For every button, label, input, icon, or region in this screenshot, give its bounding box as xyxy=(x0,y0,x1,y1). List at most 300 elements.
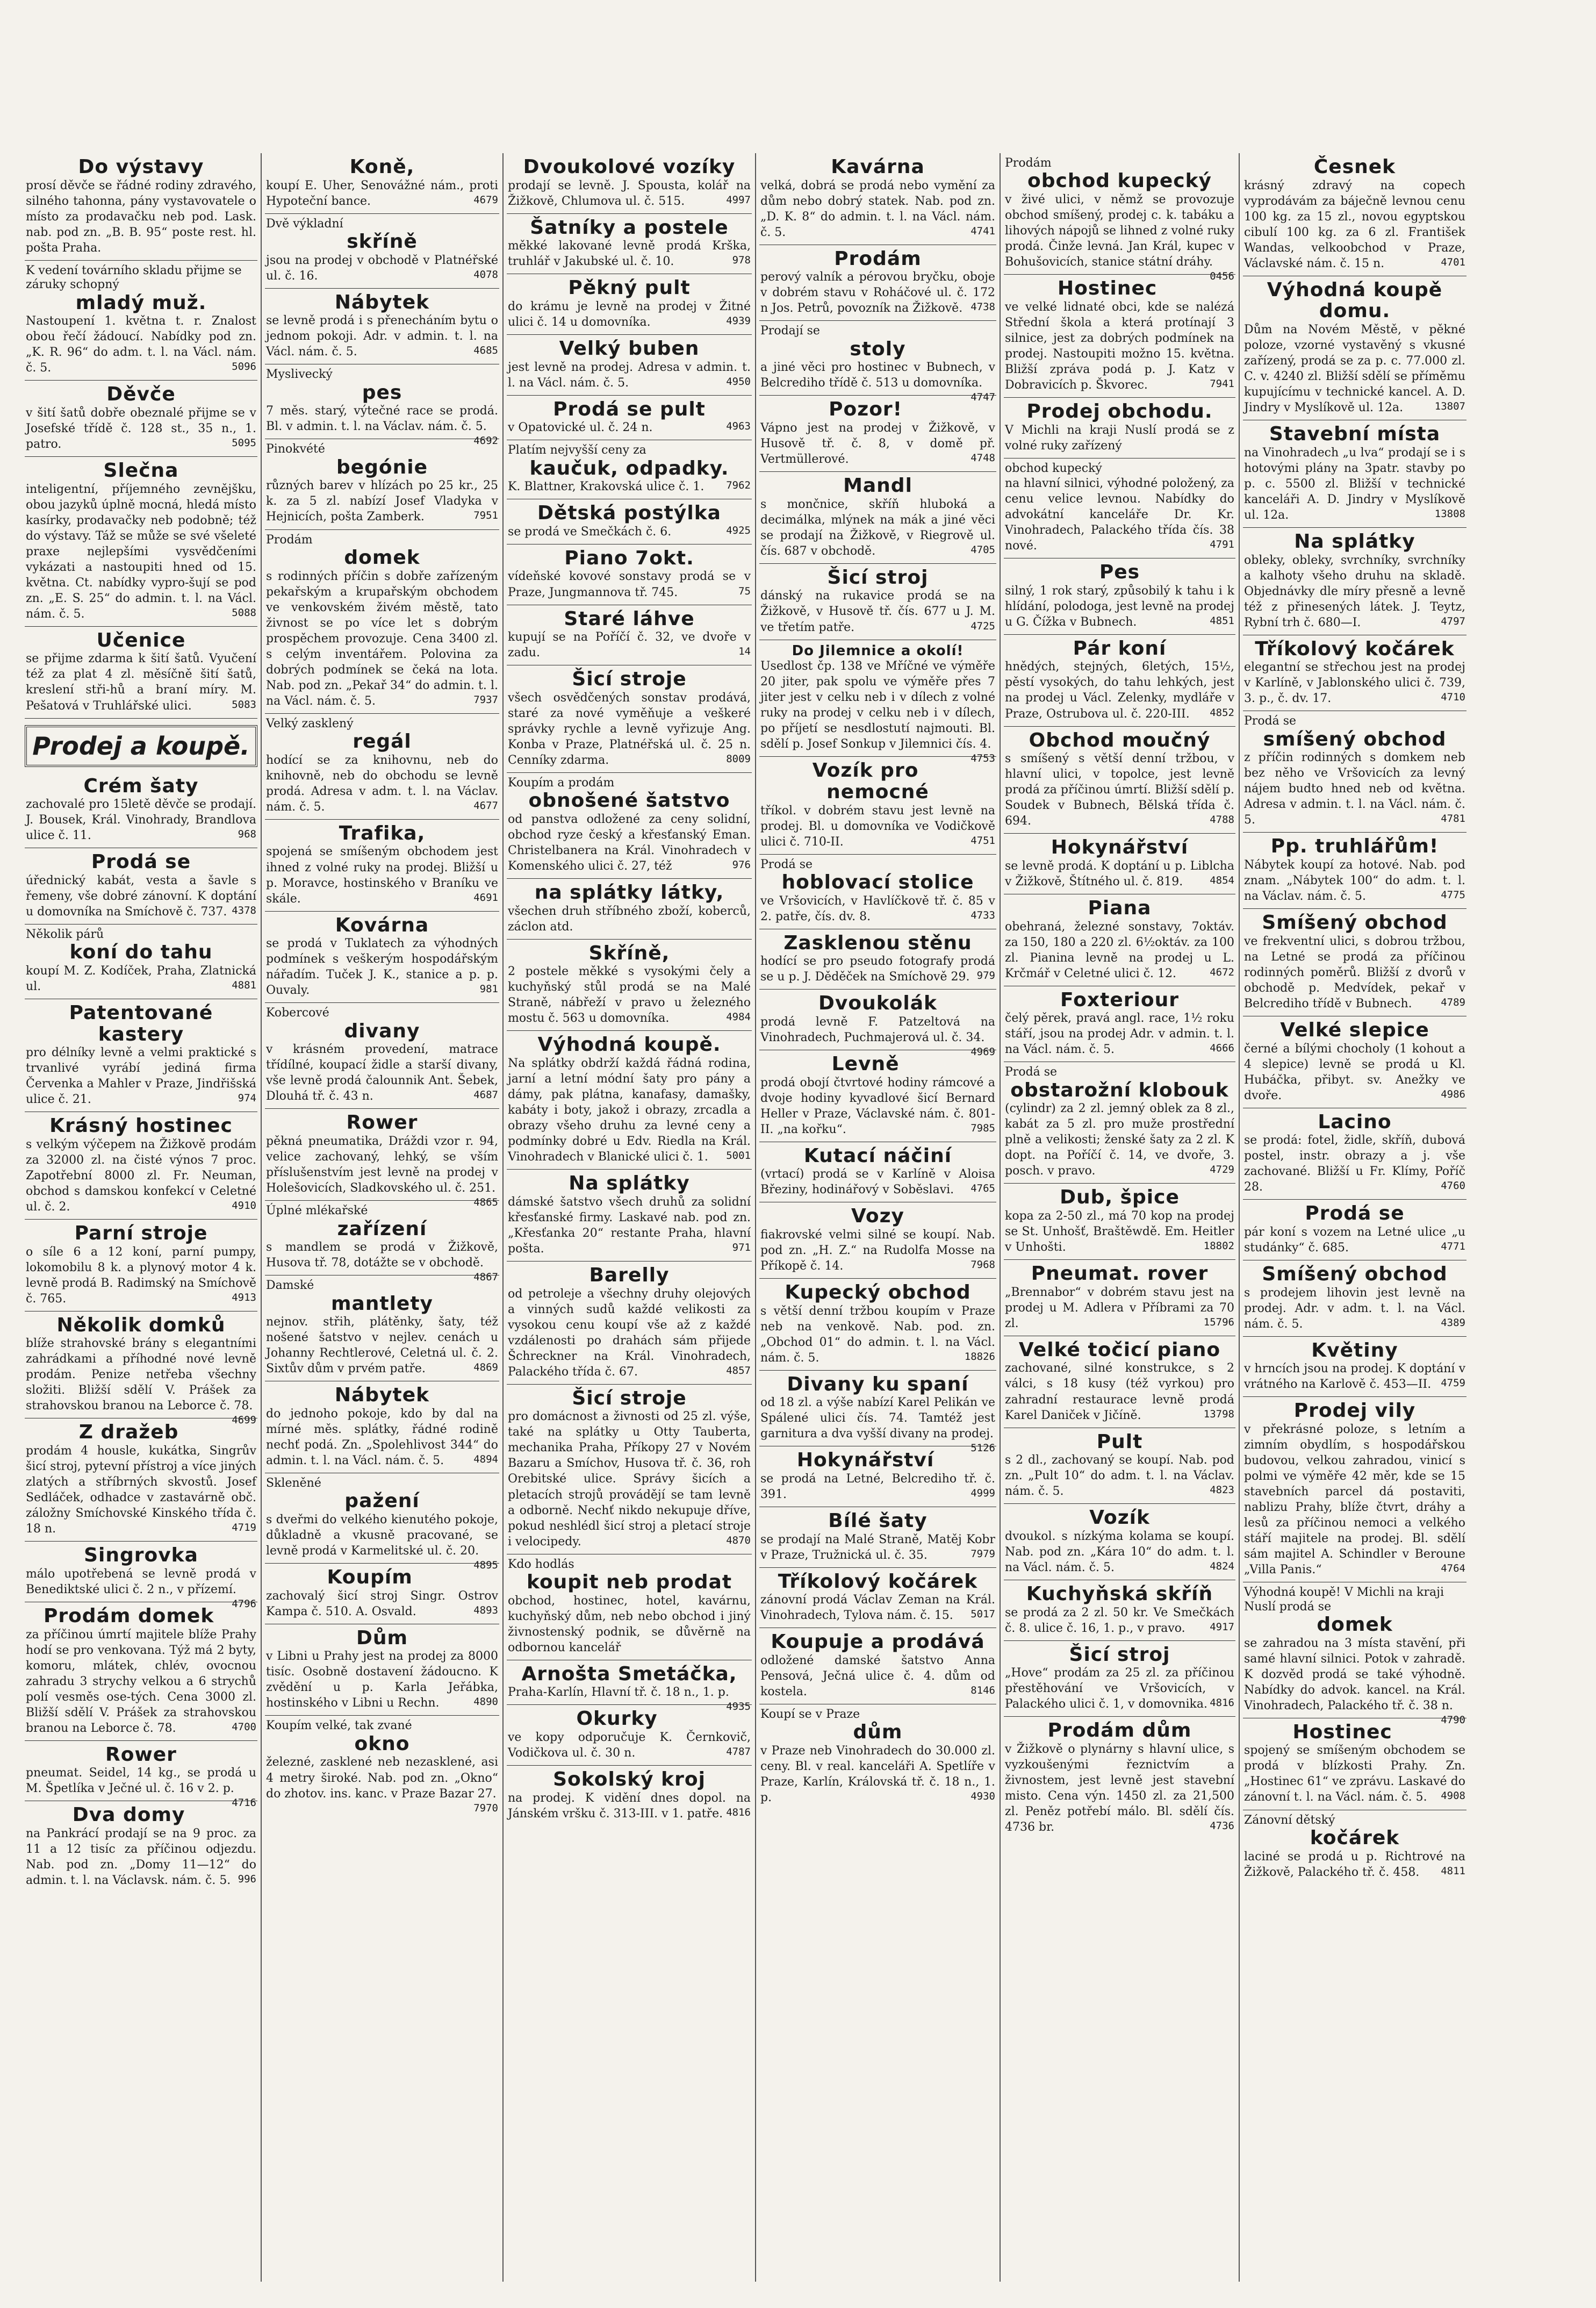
ad-number: 4719 xyxy=(232,1522,256,1534)
ad-text: pro délníky levně a velmi praktické s trvanlivé vyrábí jediná firma Červenka a Mahler v Praze, Jindřišská ulice č. 21. xyxy=(26,1046,256,1107)
ad-text: úřednický kabát, vesta a šavle s řemeny, vše dobré zánovní. K doptání u domovníka na Smíchově č. 737. xyxy=(26,873,256,919)
ad-number: 5088 xyxy=(232,606,256,619)
ad-body xyxy=(508,690,751,768)
classified-ad xyxy=(1243,1718,1466,1810)
ad-heading: Piana xyxy=(1088,897,1152,919)
ad-number: 4917 xyxy=(1210,1621,1234,1633)
ad-text: (cylindr) za 2 zl. jemný oblek za 8 zl., kabát za 5 zl. pro muže prostřední plně a velikosti; ženské šaty za 2 zl. K dopt. na Poříčí č. 14, ve dvoře, 3. posch. v pravo. xyxy=(1005,1102,1234,1178)
ad-number: 968 xyxy=(238,828,256,841)
classified-ad xyxy=(507,1660,752,1713)
ad-number: 13808 xyxy=(1434,507,1465,520)
ad-text: s velkým výčepem na Žižkově prodám za 32000 zl. na čisté výnos 7 proc. Zapotřební 8000 zl. Fr. Neuman, obchod s damskou konfekcí v Celetné ul. č. 2. xyxy=(26,1137,256,1214)
ad-heading: Hokynářství xyxy=(796,1449,934,1472)
ad-heading: Pozor! xyxy=(829,398,903,421)
ad-number: 4895 xyxy=(473,1559,498,1572)
ad-number: 4781 xyxy=(1441,813,1465,825)
ad-text: v živé ulici, v němž se provozuje obchod smíšený, prodej c. k. tabáku a lihových nápojů se lihned z volné ruky prodá. Činže levná. Jan Král, kupec v Bohušovicích, stanice státní dráhy. xyxy=(1005,192,1234,269)
ad-body xyxy=(760,1014,995,1058)
ad-heading: Vozík xyxy=(1089,1507,1150,1529)
ad-body xyxy=(508,904,751,935)
ad-number: 4738 xyxy=(970,301,995,313)
classified-ad xyxy=(1243,420,1466,528)
ad-number: 5096 xyxy=(232,361,256,373)
classified-ad xyxy=(1004,1504,1235,1580)
ad-number: 996 xyxy=(238,1873,256,1886)
ad-number: 8009 xyxy=(726,752,751,765)
classified-ad xyxy=(265,439,499,529)
ad-heading: Lacino xyxy=(1318,1110,1392,1133)
ad-text: pár koní s vozem na Letné ulice „u studánky“ č. 685. xyxy=(1244,1225,1465,1255)
ad-column xyxy=(1239,153,1470,2282)
ad-body xyxy=(1005,1605,1234,1636)
ad-text: hodící se pro pseudo fotografy prodá se u p. J. Děděček na Smíchově 29. xyxy=(760,955,995,984)
classified-ad xyxy=(1243,1582,1466,1726)
ad-body xyxy=(1005,1101,1234,1179)
ad-heading: Hostinec xyxy=(1058,277,1158,300)
ad-body xyxy=(26,797,256,843)
classified-ad xyxy=(759,1704,996,1810)
ad-heading: Dva domy xyxy=(72,1804,185,1826)
classified-ad xyxy=(1243,1397,1466,1582)
ad-heading: pes xyxy=(362,381,402,404)
ad-body xyxy=(26,1443,256,1537)
ad-heading: obnošené šatstvo xyxy=(528,790,730,812)
ad-text: ve velké lidnaté obci, kde se nalézá Střední škola a která protínají 3 silnice, jest za dobrých podmínek na prodej. Nastoupiti možno 15. května. Bližší zpráva podá p. J. Katz v Dobravicích p. Škvorec. xyxy=(1005,300,1234,392)
ad-number: 4677 xyxy=(473,799,498,812)
ad-heading: Na splátky xyxy=(569,1172,690,1195)
ad-text: s dveřmi do velkého kienutého pokoje, důkladně a vkusně pracované, se levně prodá v Karmelitské ul. č. 20. xyxy=(266,1513,498,1558)
ad-number: 4760 xyxy=(1441,1180,1465,1192)
ad-text: málo upotřebená se levně prodá v Benediktské ulici č. 2 n., v přízemí. xyxy=(26,1567,256,1596)
ad-preheading: Prodám xyxy=(266,533,313,547)
ad-text: kopa za 2-50 zl., má 70 kop na prodej se St. Unhošť, Braštěwdě. Em. Heitler v Unhošti. xyxy=(1005,1209,1234,1255)
classified-ad xyxy=(25,1542,257,1610)
ad-heading: Trafika, xyxy=(339,822,426,844)
ad-text: vídeňské kovové sonstavy prodá se v Praze, Jungmannova tř. 745. xyxy=(508,570,751,599)
classified-ad xyxy=(507,1031,752,1170)
ad-text: se přijme zdarma k šití šatů. Vyučení též za plat 4 zl. měsíčně šití šatů, kreslení stři-hů a braní míry. M. Pešatová v Truhlářské ulici. xyxy=(26,652,256,713)
classified-ad xyxy=(1004,894,1235,986)
classified-ad xyxy=(507,153,752,214)
ad-body xyxy=(508,1790,751,1822)
ad-heading: zařízení xyxy=(337,1217,427,1240)
ad-heading: Kuchyňská skříň xyxy=(1026,1582,1213,1605)
ad-body xyxy=(508,178,751,209)
ad-body xyxy=(266,1406,498,1468)
ad-text: v Praze neb Vinohradech do 30.000 zl. ceny. Bl. v real. kanceláři A. Spetlíře v Praze, Karlín, Královská tř. č. 18 n., 1. p. xyxy=(760,1744,995,1805)
ad-body xyxy=(1244,322,1465,415)
classified-ad xyxy=(507,1554,752,1660)
ad-number: 4078 xyxy=(473,268,498,281)
ad-heading: begónie xyxy=(336,456,428,478)
classified-ad xyxy=(1004,558,1235,635)
ad-body xyxy=(26,873,256,920)
classified-ad xyxy=(265,1109,499,1209)
ad-body xyxy=(1005,1452,1234,1499)
ad-number: 4870 xyxy=(726,1534,751,1546)
ad-number: 4764 xyxy=(1441,1562,1465,1575)
ad-number: 4950 xyxy=(726,375,751,388)
ad-body xyxy=(508,238,751,269)
ad-heading: obstarožní klobouk xyxy=(1010,1079,1229,1101)
classified-ad xyxy=(1004,1184,1235,1260)
classified-ad xyxy=(759,564,996,640)
ad-number: 4984 xyxy=(726,1011,751,1023)
ad-heading: Do výstavy xyxy=(78,156,204,178)
ad-number: 4910 xyxy=(232,1199,256,1212)
classified-ad xyxy=(759,1142,996,1203)
ad-preheading: Kdo hodlás xyxy=(508,1557,574,1571)
classified-ad xyxy=(759,929,996,990)
ad-number: 15796 xyxy=(1203,1316,1234,1328)
ad-preheading: Dvě výkladní xyxy=(266,217,343,231)
ad-number: 7979 xyxy=(970,1547,995,1560)
ad-text: od petroleje a všechny druhy olejových a vinných sudů každé velikosti za vysokou cenu koupí vše až z každé vzdálenosti po drahách sám přijede Šchreckner na Král. Vinohradech, Palackého třída č. 67. xyxy=(508,1287,751,1379)
ad-heading: Učenice xyxy=(96,629,186,651)
ad-number: 4796 xyxy=(232,1597,256,1610)
classified-ad xyxy=(507,940,752,1031)
ad-body xyxy=(760,588,995,635)
ad-preheading: Skleněné xyxy=(266,1476,321,1490)
classified-ad xyxy=(1004,1336,1235,1428)
ad-heading: Z dražeb xyxy=(78,1421,179,1444)
ad-heading: mantlety xyxy=(330,1292,434,1315)
ad-text: s mončnice, skříň hluboká a decimálka, mlýnek na mák a jiné věci se prodají na Žižkově, v Riegrově ul. čís. 687 v obchodě. xyxy=(760,497,995,558)
ad-text: v hrncích jsou na prodej. K doptání v vrátného na Karlově č. 453—II. xyxy=(1244,1362,1465,1392)
ad-text: na prodej. K vidění dnes dopol. na Jánském vršku č. 313-III. v 1. patře. xyxy=(508,1791,751,1820)
ad-number: 4854 xyxy=(1210,874,1234,886)
ad-heading: Nábytek xyxy=(334,291,430,313)
ad-body xyxy=(266,253,498,284)
ad-text: obehraná, železné sonstavy, 7oktáv. za 150, 180 a 220 zl. 6½oktáv. za 100 zl. Pianina levně na prodej u L. Krčmář v Celetné ulici č. 12. xyxy=(1005,920,1234,980)
ad-number: 4894 xyxy=(473,1453,498,1465)
classified-ad xyxy=(1243,528,1466,635)
ad-number: 18826 xyxy=(964,1350,995,1363)
ad-number: 4851 xyxy=(1210,614,1234,627)
ad-number: 4701 xyxy=(1441,256,1465,268)
ad-body xyxy=(26,1765,256,1809)
ad-heading: Pár koní xyxy=(1073,637,1167,660)
ad-text: blíže strahovské brány s elegantními zahrádkami a příhodné nové levně prodám. Penize netřeba všechny složiti. Bližší sdělí V. Prášek za strahovskou branou na Leborce č. 78. xyxy=(26,1337,256,1413)
ad-number: 4725 xyxy=(970,620,995,632)
ad-heading: Parní stroje xyxy=(74,1222,208,1245)
ad-text: spojená se smíšeným obchodem jest ihned z volné ruky na prodej. Bližší u p. Moravce, hostinského v Braníku ve skále. xyxy=(266,845,498,906)
ad-text: obleky, obleky, svrchníky, svrchníky a kalhoty všeho druhu na skladě. Objednávky dle míry přesně a levně též z přinesených látek. J. Teytz, Rybní trh č. 680—I. xyxy=(1244,553,1465,629)
ad-number: 4705 xyxy=(970,543,995,556)
ad-text: všech osvědčených sonstav prodává, staré za nové vyměňuje a veškeré správky rychle a levně vyřizuje Ang. Konba v Praze, Platnéřská ul. č. 25 n. Cenníky zdarma. xyxy=(508,691,751,767)
ad-heading: smíšený obchod xyxy=(1263,728,1447,750)
ad-body xyxy=(1244,1422,1465,1578)
ad-body xyxy=(760,269,995,316)
ad-number: 974 xyxy=(238,1092,256,1105)
ad-number: 13807 xyxy=(1434,400,1465,413)
ad-text: K. Blattner, Krakovská ulice č. 1. xyxy=(508,480,704,494)
ad-column xyxy=(502,153,755,2282)
ad-heading: Prodám xyxy=(834,247,922,270)
ad-heading: Singrovka xyxy=(84,1544,198,1567)
ad-number: 7985 xyxy=(970,1122,995,1134)
ad-text: železné, zasklené neb nezasklené, asi 4 metry široké. Nab. pod zn. „Okno“ do zhotov. ins. kanc. v Praze Bazar 27. xyxy=(266,1755,498,1801)
ad-text: Dům na Novém Městě, v pěkné poloze, vzorné vystavěný s vkusné zařízený, prodá se za p. c. 77.000 zl. C. v. 4240 zl. Bližší sdělí se příměmu kupujícímu v technické kancel. A. D. Jindry v Myslíkově ul. 12a. xyxy=(1244,322,1465,415)
ad-text: Vápno jest na prodej v Žižkově, v Husově tř. č. 8, v domě př. Vertmüllerové. xyxy=(760,421,995,467)
ad-body xyxy=(266,844,498,906)
ad-body xyxy=(266,403,498,447)
ad-text: ve Vršovicích, v Havlíčkově tř. č. 85 v 2. patře, čís. dv. 8. xyxy=(760,894,995,923)
ad-heading: Prodá se xyxy=(1305,1202,1405,1225)
ad-body xyxy=(266,1588,498,1619)
ad-number: 4672 xyxy=(1210,966,1234,978)
ad-body xyxy=(508,569,751,600)
ad-text: dvoukol. s nízkýma kolama se koupí. Nab. pod zn. „Kára 10“ do adm. t. l. na Václ. nám. č. 5. xyxy=(1005,1529,1234,1574)
ad-preheading: Platím nejvyšší ceny za xyxy=(508,443,646,457)
ad-body xyxy=(1005,1208,1234,1255)
ad-number: 13798 xyxy=(1203,1408,1234,1420)
ad-preheading: Úplné mlékařské xyxy=(266,1204,368,1218)
ad-preheading: Koupím a prodám xyxy=(508,776,615,790)
classified-ad xyxy=(759,757,996,854)
ad-heading: divany xyxy=(344,1020,420,1042)
ad-heading: Děvče xyxy=(106,383,176,406)
classified-ad xyxy=(507,1261,752,1385)
classified-ad xyxy=(25,1220,257,1311)
classified-ad xyxy=(1243,711,1466,833)
ad-body xyxy=(266,1239,498,1284)
ad-heading: Na splátky xyxy=(1294,530,1415,553)
ad-text: z příčin rodinných s domkem neb bez něho ve Vršovicích za levný nájem budto hned neb od května. Adresa v admin. t. l. na Václ. nám. č. 5. xyxy=(1244,751,1465,827)
ad-heading: Stavební místa xyxy=(1269,423,1441,446)
ad-body xyxy=(508,1730,751,1761)
ad-body xyxy=(760,893,995,924)
classified-ad xyxy=(1004,1641,1235,1717)
ad-heading: Výhodná koupě domu. xyxy=(1267,278,1443,322)
ad-number: 7970 xyxy=(473,1802,498,1814)
ad-body xyxy=(508,629,751,661)
ad-number: 4908 xyxy=(1441,1790,1465,1802)
ad-heading: Smíšený obchod xyxy=(1262,1263,1448,1286)
ad-text: dámské šatstvo všech druhů za solidní křesťanské firmy. Laskavé nab. pod zn. „Křesťanka 20“ restante Praha, hlavní pošta. xyxy=(508,1195,751,1256)
ad-body xyxy=(760,1532,995,1563)
ad-heading: Okurky xyxy=(576,1708,658,1730)
classified-ad xyxy=(507,440,752,499)
classified-ad xyxy=(1243,909,1466,1016)
ad-number: 4939 xyxy=(726,314,751,327)
ad-body xyxy=(1244,1743,1465,1805)
ad-heading: pažení xyxy=(344,1490,420,1513)
ad-heading: Prodám dům xyxy=(1047,1719,1192,1742)
ad-heading: Arnošta Smetáčka, xyxy=(521,1662,737,1685)
ad-heading: Česnek xyxy=(1313,156,1396,178)
ad-number: 18802 xyxy=(1203,1240,1234,1252)
classified-ad xyxy=(1004,727,1235,834)
ad-text: Usedlost čp. 138 ve Mříčné ve výměře 20 jiter, pak spolu ve výměře přes 7 jiter jest v celku neb i v dílech z volné ruky na prodej v celku neb i v dílech, po příjetí se nesdlostutí najmouti. Bl. sdělí p. Josef Sonkup v Jilemnici čís. 4. xyxy=(760,660,995,751)
ad-number: 4753 xyxy=(970,752,995,765)
ad-heading: stoly xyxy=(850,338,906,360)
ad-number: 4997 xyxy=(726,193,751,206)
ad-preheading: obchod kupecký xyxy=(1005,461,1102,475)
ad-body xyxy=(1244,1285,1465,1332)
ad-number: 4890 xyxy=(473,1696,498,1708)
ad-number: 7937 xyxy=(473,693,498,706)
ad-text: velká, dobrá se prodá nebo vymění za dům nebo dobrý statek. Nab. pod zn. „D. K. 8“ do admin. t. l. na Václ. nám. č. 5. xyxy=(760,178,995,239)
classified-ad xyxy=(1243,276,1466,420)
ad-heading: Foxteriour xyxy=(1060,988,1179,1011)
ad-heading: mladý muž. xyxy=(75,291,207,314)
ad-number: 4775 xyxy=(1441,889,1465,901)
ad-body xyxy=(266,1512,498,1572)
ad-text: v krásném provedení, matrace třídílné, koupací židle a starší divany, vše levně prodá čalounnik Ant. Šebek, Dlouhá tř. č. 43 n. xyxy=(266,1043,498,1103)
ad-preheading: Zánovní dětský xyxy=(1244,1813,1335,1827)
ad-heading: Kupecký obchod xyxy=(785,1281,971,1304)
ad-text: se prodá na Letné, Belcrediho tř. č. 391. xyxy=(760,1472,995,1502)
ad-heading: domek xyxy=(1317,1614,1393,1636)
classified-ad xyxy=(1004,1717,1235,1839)
classified-ad xyxy=(1243,1337,1466,1397)
classified-ad xyxy=(759,1568,996,1629)
ad-text: s rodinných příčin s dobře zařízeným pekařským a krupařským obchodem ve venkovském živém městě, tato živnost se po více let s dobrým prospěchem provozuje. Cena 3400 zl. s celým inventářem. Polovina za dobrých podmínek se čeká na lota. Nab. pod zn. „Pekař 34“ do admin. t. l. na Václ. nám. č. 5. xyxy=(266,569,498,708)
ad-body xyxy=(26,1045,256,1107)
ad-preheading: Prodají se xyxy=(760,324,820,338)
ad-number: 5083 xyxy=(232,698,256,711)
ad-body xyxy=(26,1627,256,1736)
ad-number: 7951 xyxy=(473,510,498,522)
ad-text: pneumat. Seidel, 14 kg., se prodá u M. Špetlíka v Ječné ul. č. 16 v 2. p. xyxy=(26,1766,256,1796)
ad-heading: Pneumat. rover xyxy=(1031,1263,1209,1285)
classified-ad xyxy=(1004,1260,1235,1336)
ad-heading: Prodej vily xyxy=(1293,1400,1416,1422)
classified-ad xyxy=(265,1275,499,1381)
ad-heading: Květiny xyxy=(1311,1339,1398,1361)
classified-ad xyxy=(759,990,996,1058)
classified-ad xyxy=(25,1602,257,1741)
ad-text: ve frekventní ulici, s dobrou tržbou, na Letné se prodá za příčinou rodinných poměrů. Bližší z dvorů v obchodě p. Medvídek, pekař v Belcrediho třídě v Bubnech. xyxy=(1244,934,1465,1010)
ad-body xyxy=(1005,858,1234,890)
classified-ad xyxy=(759,1202,996,1279)
ad-heading: Dvoukolák xyxy=(818,992,937,1015)
ad-heading: Kutací náčiní xyxy=(803,1144,952,1167)
ad-number: 4741 xyxy=(970,225,995,237)
ad-number: 4787 xyxy=(726,1745,751,1758)
ad-text: obchod, hostinec, hotel, kavárnu, kuchyňský dům, neb nebo obchod i jiný živnostenský podnik, se důvěrně na odbornou kancelář xyxy=(508,1594,751,1654)
ad-text: různých barev v hlízách po 25 kr., 25 k. za 5 zl. nabízí Josef Vladyka v Hejnicích, pošta Zamberk. xyxy=(266,479,498,524)
classified-ad xyxy=(507,335,752,396)
classified-ad xyxy=(1243,153,1466,276)
ad-number: 4378 xyxy=(232,904,256,916)
ad-body xyxy=(1244,750,1465,828)
classified-ad xyxy=(25,772,257,849)
ad-body xyxy=(266,313,498,360)
ad-body xyxy=(508,1056,751,1165)
ad-body xyxy=(760,1592,995,1623)
classified-ad xyxy=(759,245,996,321)
ad-body xyxy=(508,964,751,1026)
ad-preheading: Pinokvété xyxy=(266,442,325,456)
ad-heading: dům xyxy=(853,1721,903,1744)
ad-body xyxy=(1005,192,1234,283)
ad-body xyxy=(1005,422,1234,454)
ad-body xyxy=(266,752,498,815)
ad-heading: Smíšený obchod xyxy=(1262,912,1448,934)
ad-heading: Dub, špice xyxy=(1060,1186,1180,1209)
ad-text: na hlavní silnici, výhodné položený, za cenu velice levnou. Nabídky do advokátní kanceláře Dr. Kr. Vinohradech, Palackého třída čís. 38 nové. xyxy=(1005,476,1234,553)
classified-ad xyxy=(759,855,996,929)
ad-heading: Skříně, xyxy=(588,942,670,964)
ad-body xyxy=(1005,1285,1234,1331)
ad-body xyxy=(1005,583,1234,630)
ad-heading: Bílé šaty xyxy=(828,1510,928,1532)
ad-text: laciné se prodá u p. Richtrové na Žižkově, Palackého tř. č. 458. xyxy=(1244,1850,1465,1879)
ad-body xyxy=(760,1303,995,1366)
ad-text: prosí děvče se řádné rodiny zdravého, silného tahonna, pány vystavovatele o místo za prodavačku neb pod. Lask. nab. pod zn. „B. B. 95“ poste rest. hl. pošta Praha. xyxy=(26,178,256,255)
ad-heading: Hokynářství xyxy=(1051,836,1189,859)
ad-number: 14 xyxy=(738,646,751,658)
ad-body xyxy=(26,651,256,713)
classified-ad xyxy=(25,999,257,1112)
classified-ad xyxy=(507,396,752,441)
ad-preheading: Damské xyxy=(266,1279,314,1293)
ad-body xyxy=(760,420,995,467)
newspaper-page xyxy=(21,153,1580,2282)
ad-text: hodící se za knihovnu, neb do knihovně, neb do obchodu se levně prodá. Adresa v adm. t. l. na Václav. nám. č. 5. xyxy=(266,753,498,814)
ad-number: 4692 xyxy=(473,435,498,447)
ad-heading: Kovárna xyxy=(335,914,429,936)
ad-text: „Brennabor“ v dobrém stavu jest na prodej u M. Adlera v Příbrami za 70 zl. xyxy=(1005,1285,1234,1330)
classified-ad xyxy=(25,1801,257,1893)
ad-text: prodám 4 housle, kukátka, Singrův šicí stroj, pytevní přístroj a více jiných zlatých a stříbrných skvostů. Josef Sedláček, odhadce v zastavárně obč. záložny Smíchovské Kinského třída č. 18 n. xyxy=(26,1444,256,1536)
ad-body xyxy=(266,478,498,525)
ad-number: 981 xyxy=(479,983,498,995)
ad-body xyxy=(1005,1010,1234,1057)
ad-text: prodá obojí čtvrtové hodiny rámcové a dvoje hodiny kyvadlové šicí Bernard Heller v Praze, Václavské nám. č. 801-II. „na kořku“. xyxy=(760,1076,995,1136)
ad-number: 4857 xyxy=(726,1364,751,1377)
classified-ad xyxy=(25,848,257,924)
ad-text: Na splátky obdrží každá řádná rodina, jarní a letní módní šaty pro pány a dámy, pak plátna, kanafasy, damašky, kabáty i boty, jakož i obrazy, zrcadla a obrazy všeho druhu za levné ceny a podmínky dobré u Edv. Riedla na Král. Vinohradech v Blanické ulici č. 1. xyxy=(508,1057,751,1164)
ad-heading: Staré láhve xyxy=(564,607,695,630)
ad-number: 4699 xyxy=(232,1414,256,1427)
classified-ad xyxy=(507,605,752,666)
ad-text: v šití šatů dobře obeznalé přijme se v Josefské třídě č. 128 st., 35 n., 1. patro. xyxy=(26,406,256,451)
ad-number: 5126 xyxy=(970,1442,995,1454)
classified-ad xyxy=(265,1564,499,1624)
ad-text: dánský na rukavice prodá se na Žižkově, v Husově tř. čís. 677 u J. M. ve třetím patře. xyxy=(760,589,995,634)
ad-body xyxy=(508,1409,751,1549)
ad-heading: Šicí stroj xyxy=(1069,1643,1170,1666)
ad-text: koupí M. Z. Kodíček, Praha, Zlatnická ul. xyxy=(26,964,256,993)
ad-column xyxy=(21,153,261,2282)
classified-ad xyxy=(265,714,499,820)
ad-text: černé a bílými chocholy (1 kohout a 4 slepice) levně se prodá u Kl. Hubáčka, přibyt. sv. Anežky ve dvoře. xyxy=(1244,1042,1465,1102)
classified-ad xyxy=(759,1507,996,1568)
ad-heading: regál xyxy=(353,730,412,753)
ad-body xyxy=(760,1471,995,1502)
ad-number: 4736 xyxy=(1210,1820,1234,1832)
ad-body xyxy=(1244,660,1465,706)
ad-body xyxy=(1244,857,1465,904)
ad-number: 4666 xyxy=(1210,1042,1234,1055)
ad-body xyxy=(508,479,751,494)
ad-number: 4867 xyxy=(473,1271,498,1284)
ad-preheading: Výhodná koupě! V Michli na kraji Nuslí prodá se xyxy=(1244,1586,1444,1614)
ad-body xyxy=(26,1137,256,1215)
classified-ad xyxy=(507,274,752,335)
ad-body xyxy=(266,936,498,998)
ad-body xyxy=(26,313,256,376)
ad-number: 4679 xyxy=(473,193,498,206)
classified-ad xyxy=(507,879,752,940)
ad-text: spojený se smíšeným obchodem se prodá v blízkosti Prahy. Zn. „Hostinec 61“ ve zprávu. Laskavé do zánovní t. l. na Václ. nám. č. 5. xyxy=(1244,1744,1465,1804)
ad-body xyxy=(26,1566,256,1610)
classified-ad xyxy=(265,214,499,289)
ad-text: měkké lakované levně prodá Krška, truhlář v Jakubské ul. č. 10. xyxy=(508,239,751,269)
